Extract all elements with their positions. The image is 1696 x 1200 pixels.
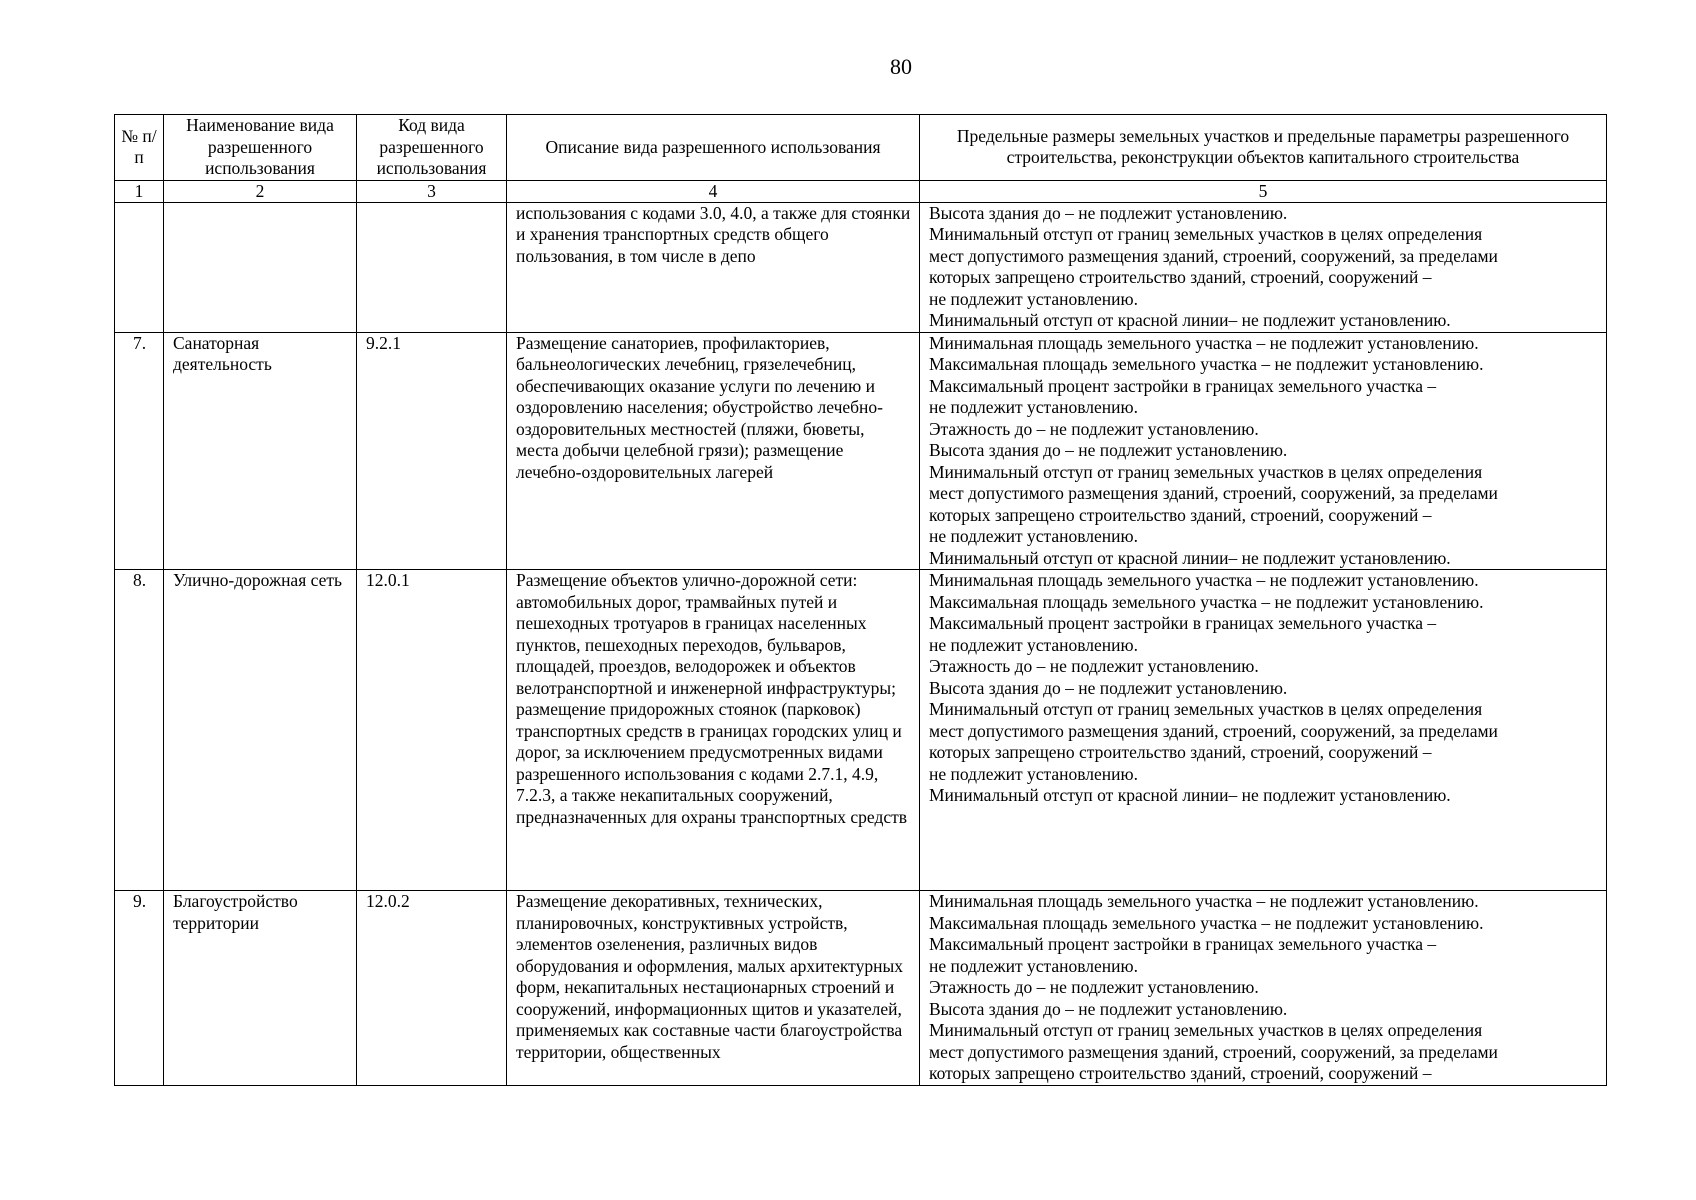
- param-line: Минимальный отступ от красной линии– не подлежит установлению.: [929, 547, 1451, 568]
- param-line: Максимальная площадь земельного участка – не подлежит установлению.: [929, 591, 1484, 612]
- param-line: Минимальный отступ от красной линии– не подлежит установлению.: [929, 785, 1451, 805]
- param-line: Максимальная площадь земельного участка – не подлежит установлению.: [929, 912, 1484, 933]
- row-params: [920, 332, 1607, 570]
- param-line: мест допустимого размещения зданий, строений, сооружений, за пределами: [929, 245, 1498, 266]
- header-description: Описание вида разрешенного использования: [507, 115, 920, 181]
- param-line: которых запрещено строительство зданий, строений, сооружений –: [929, 504, 1432, 525]
- header-code: Код вида разрешенного использования: [357, 115, 507, 181]
- param-line: Максимальная площадь земельного участка – не подлежит установлению.: [929, 354, 1484, 374]
- header-params: Предельные размеры земельных участков и предельные параметры разрешенного строительства, реконструкции объектов капитального строительства: [920, 115, 1607, 181]
- table-header-row: [115, 115, 1607, 181]
- table-row: [115, 332, 1607, 570]
- param-line: мест допустимого размещения зданий, строений, сооружений, за пределами: [929, 1041, 1498, 1062]
- param-line: Высота здания до – не подлежит установлению.: [929, 440, 1288, 460]
- param-line: не подлежит установлению.: [929, 288, 1138, 309]
- column-number: 1: [115, 180, 164, 202]
- param-line: мест допустимого размещения зданий, строений, сооружений, за пределами: [929, 483, 1498, 503]
- table-row: [115, 891, 1607, 1086]
- param-line: Максимальный процент застройки в границах земельного участка –: [929, 375, 1437, 396]
- row-name: [164, 202, 357, 332]
- row-description: Размещение объектов улично-дорожной сети: автомобильных дорог, трамвайных путей и пешеходных тротуаров в границах населенных пунктов, пешеходных переходов, бульваров, площадей, проездов, велодорожек и объектов велотранспортной и инженерной инфраструктуры; размещение придорожных стоянок (парковок) транспортных средств в границах городских улиц и дорог, за исключением предусмотренных видами разрешенного использования с кодами 2.7.1, 4.9, 7.2.3, а также некапитальных сооружений, предназначенных для охраны транспортных средств: [507, 570, 920, 891]
- param-line: Высота здания до – не подлежит установлению.: [929, 677, 1288, 698]
- param-line: Минимальный отступ от границ земельных участков в целях определения: [929, 699, 1483, 719]
- param-line: Этажность до – не подлежит установлению.: [929, 418, 1259, 439]
- row-code: 12.0.1: [357, 570, 507, 891]
- param-line: которых запрещено строительство зданий, строений, сооружений –: [929, 1063, 1432, 1083]
- table-row: [115, 570, 1607, 891]
- page-number: 80: [890, 54, 912, 79]
- param-line: Минимальный отступ от границ земельных участков в целях определения: [929, 461, 1483, 482]
- row-params: [920, 891, 1607, 1086]
- param-line: Минимальный отступ от границ земельных участков в целях определения: [929, 224, 1483, 244]
- row-number: [115, 202, 164, 332]
- param-line: Максимальный процент застройки в границах земельного участка –: [929, 934, 1437, 954]
- param-line: Этажность до – не подлежит установлению.: [929, 977, 1259, 997]
- param-line: мест допустимого размещения зданий, строений, сооружений, за пределами: [929, 720, 1498, 741]
- header-number: № п/п: [115, 115, 164, 181]
- column-number: 2: [164, 180, 357, 202]
- param-line: не подлежит установлению.: [929, 397, 1138, 417]
- param-line: которых запрещено строительство зданий, строений, сооружений –: [929, 267, 1432, 287]
- column-number: 3: [357, 180, 507, 202]
- row-code: 12.0.2: [357, 891, 507, 1086]
- row-description: Размещение декоративных, технических, планировочных, конструктивных устройств, элементов озеленения, различных видов оборудования и оформления, малых архитектурных форм, некапитальных нестационарных строений и сооружений, информационных щитов и указателей, применяемых как составные части благоустройства территории, общественных: [507, 891, 920, 1086]
- param-line: не подлежит установлению.: [929, 634, 1138, 655]
- row-description: Размещение санаториев, профилакториев, бальнеологических лечебниц, грязелечебниц, обеспечивающих оказание услуги по лечению и оздоровлению населения; обустройство лечебно-оздоровительных местностей (пляжи, бюветы, места добычи целебной грязи); размещение лечебно-оздоровительных лагерей: [507, 332, 920, 570]
- param-line: не подлежит установлению.: [929, 526, 1138, 546]
- column-numbers-row: [115, 180, 1607, 202]
- param-line: Минимальная площадь земельного участка – не подлежит установлению.: [929, 891, 1479, 911]
- row-code: [357, 202, 507, 332]
- row-number: 9.: [115, 891, 164, 1086]
- param-line: Минимальный отступ от красной линии– не подлежит установлению.: [929, 310, 1451, 330]
- row-code: 9.2.1: [357, 332, 507, 570]
- row-number: 7.: [115, 332, 164, 570]
- param-line: не подлежит установлению.: [929, 763, 1138, 784]
- param-line: Минимальная площадь земельного участка – не подлежит установлению.: [929, 570, 1479, 590]
- land-use-table: [114, 114, 1607, 1086]
- row-name: Улично-дорожная сеть: [164, 570, 357, 891]
- param-line: Высота здания до – не подлежит установлению.: [929, 202, 1288, 223]
- param-line: которых запрещено строительство зданий, строений, сооружений –: [929, 742, 1432, 762]
- table-row: [115, 202, 1607, 332]
- param-line: Минимальная площадь земельного участка – не подлежит установлению.: [929, 332, 1479, 353]
- param-line: не подлежит установлению.: [929, 955, 1138, 976]
- row-description: использования с кодами 3.0, 4.0, а также для стоянки и хранения транспортных средств общего пользования, в том числе в депо: [507, 202, 920, 332]
- param-line: Этажность до – не подлежит установлению.: [929, 656, 1259, 676]
- param-line: Минимальный отступ от границ земельных участков в целях определения: [929, 1020, 1483, 1040]
- header-name: Наименование вида разрешенного использования: [164, 115, 357, 181]
- column-number: 4: [507, 180, 920, 202]
- row-params: [920, 570, 1607, 891]
- param-line: Максимальный процент застройки в границах земельного участка –: [929, 613, 1437, 633]
- row-name: Санаторная деятельность: [164, 332, 357, 570]
- row-params: [920, 202, 1607, 332]
- column-number: 5: [920, 180, 1607, 202]
- param-line: Высота здания до – не подлежит установлению.: [929, 998, 1288, 1019]
- row-number: 8.: [115, 570, 164, 891]
- row-name: Благоустройство территории: [164, 891, 357, 1086]
